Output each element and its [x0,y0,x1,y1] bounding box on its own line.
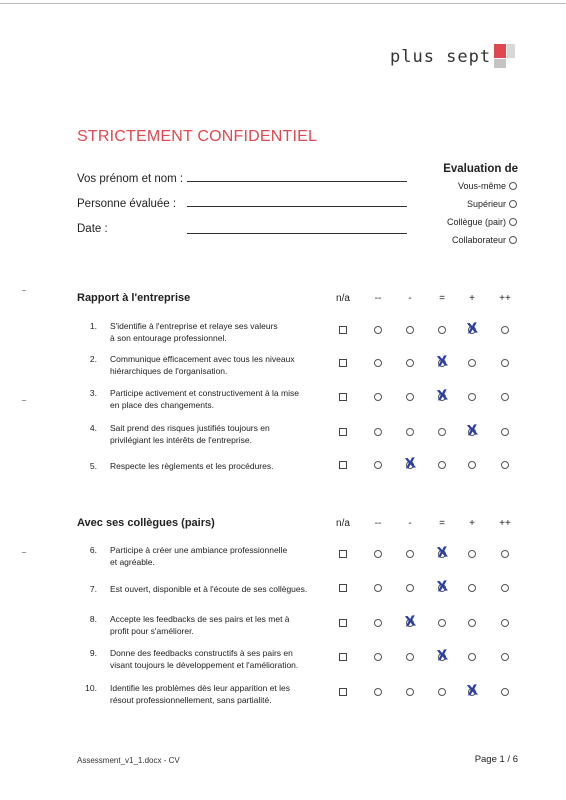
rating-radio-2[interactable] [406,584,414,592]
section-title: Avec ses collègues (pairs) [77,517,215,529]
rating-radio-5[interactable] [501,393,509,401]
rating-radio-5[interactable] [501,461,509,469]
name-field-label: Vos prénom et nom : [77,173,184,185]
rating-radio-4[interactable] [468,461,476,469]
item-text: S'identifie à l'entreprise et relaye ses valeurs [110,321,278,331]
rating-radio-5[interactable] [501,619,509,627]
rating-radio-3[interactable] [438,461,446,469]
scale-header-2: - [408,293,412,304]
na-checkbox[interactable] [339,550,347,558]
rating-radio-2[interactable] [406,326,414,334]
item-text: en place des changements. [110,399,214,410]
eval-option-superior-radio[interactable] [509,200,517,208]
rating-radio-4[interactable] [468,393,476,401]
item-number: 1. [89,321,97,331]
item-number: 2. [89,354,97,364]
rating-check-mark: X [404,455,417,473]
rating-radio-5[interactable] [501,359,509,367]
rating-radio-3[interactable] [438,619,446,627]
logo-text: plus sept [390,47,492,67]
scan-speck [22,552,26,553]
rating-radio-1[interactable] [374,619,382,627]
scale-header-4: + [469,518,475,529]
evaluated-person-label: Personne évaluée : [77,198,177,210]
rating-check-mark: X [466,682,479,700]
rating-radio-2[interactable] [406,653,414,661]
na-checkbox[interactable] [339,688,347,696]
scan-speck [22,290,26,291]
na-checkbox[interactable] [339,619,347,627]
rating-radio-3[interactable] [438,428,446,436]
rating-radio-5[interactable] [501,653,509,661]
rating-radio-1[interactable] [374,359,382,367]
na-checkbox[interactable] [339,584,347,592]
item-text: Sait prend des risques justifiés toujours en [110,423,270,433]
rating-check-mark: X [404,613,417,631]
scale-header-5: ++ [499,518,511,529]
confidential-heading: STRICTEMENT CONFIDENTIEL [77,128,318,145]
scale-header-0: n/a [336,518,350,529]
rating-radio-4[interactable] [468,550,476,558]
rating-radio-1[interactable] [374,550,382,558]
rating-radio-4[interactable] [468,653,476,661]
item-number: 3. [89,388,97,398]
rating-radio-5[interactable] [501,550,509,558]
item-text: et agréable. [110,556,155,567]
rating-radio-4[interactable] [468,359,476,367]
item-text: Identifie les problèmes dès leur apparition et les [110,683,291,693]
item-number: 7. [89,584,97,594]
rating-radio-5[interactable] [501,326,509,334]
date-label: Date : [77,223,108,235]
section-title: Rapport à l'entreprise [77,292,191,304]
item-number: 6. [89,545,97,555]
rating-radio-1[interactable] [374,393,382,401]
eval-option-report-radio[interactable] [509,236,517,244]
date-field[interactable] [187,233,407,234]
item-number: 10. [85,683,97,693]
na-checkbox[interactable] [339,461,347,469]
item-text: Participe à créer une ambiance professionnelle [110,545,288,555]
item-text: Communique efficacement avec tous les niveaux [110,354,295,364]
scale-header-3: = [439,293,445,304]
evaluated-person-field[interactable] [187,206,407,207]
item-text: Accepte les feedbacks de ses pairs et les met à [110,614,290,624]
scale-header-3: = [439,518,445,529]
item-text: à son entourage professionnel. [110,332,227,343]
rating-radio-4[interactable] [468,584,476,592]
eval-option-label-report: Collaborateur [451,235,506,245]
rating-radio-5[interactable] [501,584,509,592]
item-text: Donne des feedbacks constructifs à ses pairs en [110,648,293,658]
footer-filename: Assessment_v1_1.docx - CV [77,756,180,765]
rating-radio-2[interactable] [406,359,414,367]
rating-radio-3[interactable] [438,326,446,334]
item-text: Est ouvert, disponible et à l'écoute de ses collègues. [110,584,308,594]
scale-header-5: ++ [499,293,511,304]
logo-mark-icon [494,44,520,70]
item-text: Participe activement et constructivement à la mise [110,388,299,398]
rating-radio-1[interactable] [374,584,382,592]
rating-check-mark: X [466,422,479,440]
item-text: profit pour s'améliorer. [110,625,194,636]
na-checkbox[interactable] [339,359,347,367]
rating-radio-2[interactable] [406,428,414,436]
rating-radio-1[interactable] [374,461,382,469]
rating-check-mark: X [436,387,449,405]
eval-option-label-colleague: Collègue (pair) [446,217,506,227]
item-text: privilégiant les intérêts de l'entreprise. [110,434,252,445]
rating-check-mark: X [466,320,479,338]
rating-check-mark: X [436,578,449,596]
rating-radio-5[interactable] [501,428,509,436]
rating-radio-1[interactable] [374,653,382,661]
na-checkbox[interactable] [339,393,347,401]
eval-option-label-self: Vous-même [457,181,506,191]
item-number: 9. [89,648,97,658]
page-number: Page 1 / 6 [474,754,518,765]
rating-radio-2[interactable] [406,393,414,401]
scale-header-1: -- [374,293,382,304]
rating-radio-3[interactable] [438,688,446,696]
eval-option-colleague-radio[interactable] [509,218,517,226]
evaluation-title: Evaluation de [443,163,518,175]
rating-radio-2[interactable] [406,688,414,696]
scale-header-4: + [469,293,475,304]
scale-header-2: - [408,518,412,529]
eval-option-label-superior: Supérieur [466,199,506,209]
item-text: résout professionnellement, sans partialité. [110,694,272,705]
scan-top-edge [0,3,566,4]
rating-radio-1[interactable] [374,326,382,334]
eval-option-self-radio[interactable] [509,182,517,190]
rating-check-mark: X [436,647,449,665]
item-text: Respecte les règlements et les procédures. [110,461,274,471]
item-number: 5. [89,461,97,471]
item-text: hiérarchiques de l'organisation. [110,365,228,376]
na-checkbox[interactable] [339,653,347,661]
scale-header-0: n/a [336,293,350,304]
rating-radio-1[interactable] [374,428,382,436]
rating-radio-1[interactable] [374,688,382,696]
rating-radio-5[interactable] [501,688,509,696]
na-checkbox[interactable] [339,326,347,334]
item-text: visant toujours le développement et l'amélioration. [110,659,299,670]
scale-header-1: -- [374,518,382,529]
item-number: 8. [89,614,97,624]
item-number: 4. [89,423,97,433]
na-checkbox[interactable] [339,428,347,436]
rating-check-mark: X [436,544,449,562]
rating-radio-4[interactable] [468,619,476,627]
rating-radio-2[interactable] [406,550,414,558]
name-field[interactable] [187,181,407,182]
rating-check-mark: X [436,353,449,371]
scan-speck [22,400,26,401]
